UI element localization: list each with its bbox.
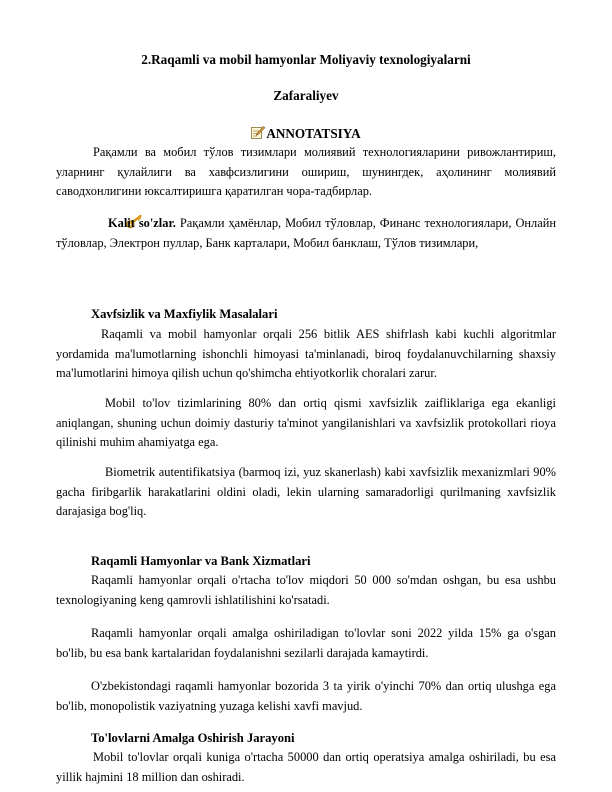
section-paragraph: O'zbekistondagi raqamli hamyonlar bozorida 3 ta yirik o'yinchi 70% dan ortiq ulushga ega bo'lib, monopolistik vaziyatning yuzaga kelishi xavfi mavjud. xyxy=(56,679,556,713)
annotation-heading-row xyxy=(0,126,612,142)
section-heading-bank-services: Raqamli Hamyonlar va Bank Xizmatlari xyxy=(91,554,311,568)
key-icon xyxy=(91,215,107,229)
section-paragraph: Mobil to'lovlar orqali kuniga o'rtacha 50000 dan ortiq operatsiya amalga oshiriladi, bu esa yillik hajmini 18 million dan oshiradi. xyxy=(56,750,556,784)
author-name: Zafaraliyev xyxy=(273,88,339,103)
section-heading-security: Xavfsizlik va Maxfiylik Masalalari xyxy=(91,307,278,321)
keywords-label: Kalit so'zlar. xyxy=(108,216,176,230)
annotation-text: Рақамли ва мобил тўлов тизимлари молиявий технологияларини ривожлантириш, уларнинг қулайлиги ва хавфсизлигини ошириш, шунингдек, аҳолининг молиявий саводхонлигини юксалтиришга қаратилган чора-тадбирлар. xyxy=(56,145,556,199)
memo-pencil-icon xyxy=(251,126,265,139)
section-paragraph: Raqamli hamyonlar orqali o'rtacha to'lov miqdori 50 000 so'mdan oshgan, bu esa ushbu texnologiyaning keng qamrovli ishlatilishini ko'rsatadi. xyxy=(56,573,556,607)
section-paragraph: Raqamli va mobil hamyonlar orqali 256 bitlik AES shifrlash kabi kuchli algoritmlar yordamida ma'lumotlarning ishonchli himoyasi ta'minlanadi, biroq foydalanuvchilarning shaxsiy ma'lumotlarini himoya qilish uchun qo'shimcha ehtiyotkorlik choralari zarur. xyxy=(56,327,556,381)
annotation-heading: ANNOTATSIYA xyxy=(266,126,361,141)
paper-title: 2.Raqamli va mobil hamyonlar Moliyaviy texnologiyalarni xyxy=(141,52,471,67)
keywords-text: Рақамли ҳамёнлар, Мобил тўловлар, Финанс технологиялари, Онлайн тўловлар, Электрон пуллар, Банк карталари, Мобил банклаш, Тўлов тизимлари, xyxy=(56,216,556,250)
keywords-paragraph xyxy=(56,214,556,253)
section-paragraph: Biometrik autentifikatsiya (barmoq izi, yuz skanerlash) kabi xavfsizlik mexanizmlari 90% gacha firibgarlik harakatlarini oldini oladi, lekin ularning samaradorligi qurilmaning xavfsizlik darajasiga bog'liq. xyxy=(56,465,556,519)
section-paragraph: Raqamli hamyonlar orqali amalga oshiriladigan to'lovlar soni 2022 yilda 15% ga o'sgan bo'lib, bu esa bank kartalaridan foydalanishni sezilarli darajada kamaytirdi. xyxy=(56,626,556,660)
section-paragraph: Mobil to'lov tizimlarining 80% dan ortiq qismi xavfsizlik zaifliklariga ega ekanligi aniqlangan, shuning uchun doimiy dasturiy ta'minot yangilanishlari va xavfsizlik protokollari rioya qilinishi muhim ahamiyatga ega. xyxy=(56,396,556,450)
section-heading-payment-process: To'lovlarni Amalga Oshirish Jarayoni xyxy=(91,731,295,745)
